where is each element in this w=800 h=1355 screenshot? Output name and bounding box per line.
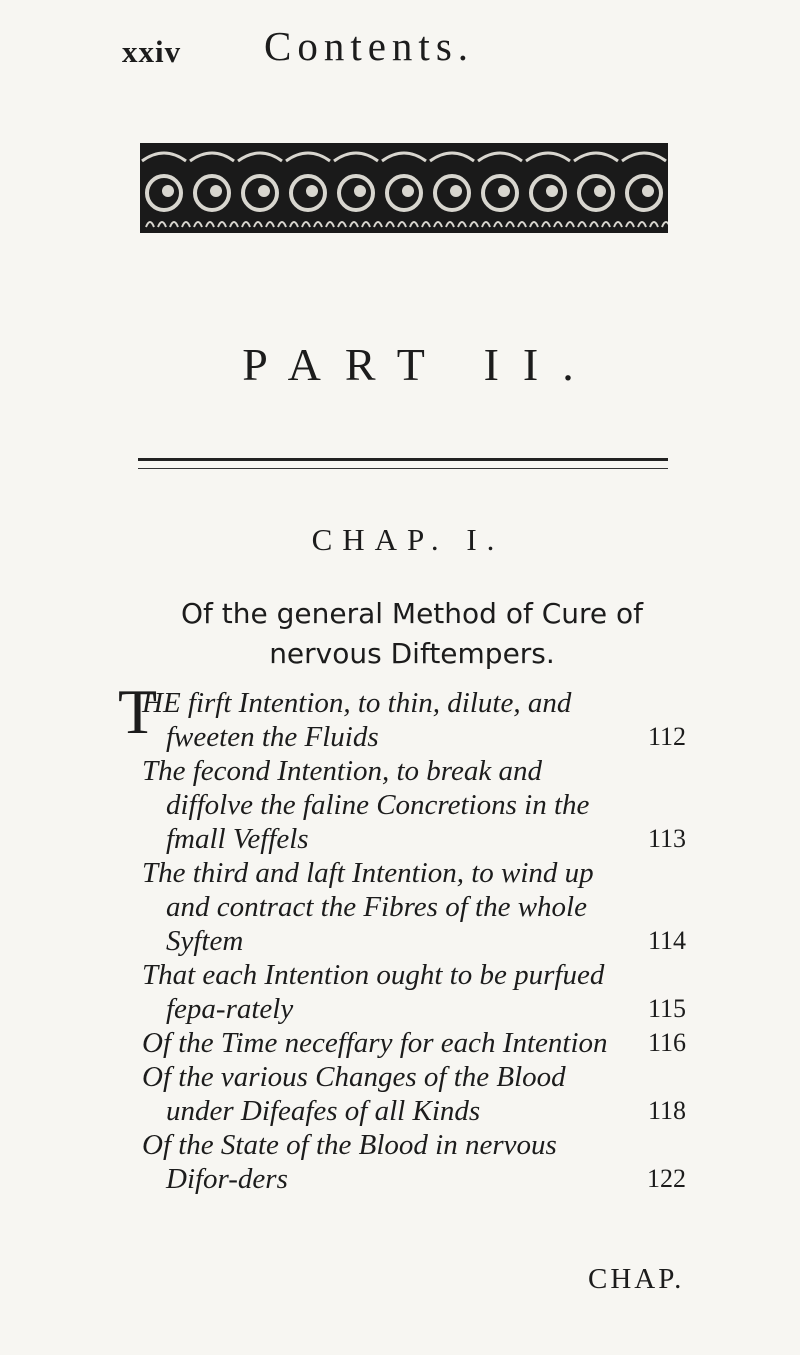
chapter-subtitle: Of the general Method of Cure of nervous Diftempers. xyxy=(180,597,644,670)
entry-page-number: 114 xyxy=(647,926,686,955)
contents-entry xyxy=(142,958,686,1026)
catchword: CHAP. xyxy=(588,1263,685,1295)
entry-page-number: 112 xyxy=(647,722,686,751)
entry-page-number: 115 xyxy=(647,994,686,1023)
entry-text: Of the Time neceffary for each Intention xyxy=(142,1027,608,1059)
part-title: PART II. xyxy=(242,339,598,390)
entry-text: Of the State of the Blood in nervous Difor-ders xyxy=(142,1129,557,1195)
contents-entry xyxy=(118,676,686,754)
page-number: xxiv xyxy=(122,34,182,69)
contents-entry xyxy=(142,1060,686,1128)
contents-list xyxy=(118,676,686,1196)
printers-ornament-icon xyxy=(140,143,668,233)
contents-entry xyxy=(142,1026,686,1060)
running-title: Contents. xyxy=(264,23,475,69)
contents-entry xyxy=(142,1128,686,1196)
double-rule xyxy=(138,458,668,469)
entry-page-number: 122 xyxy=(647,1164,686,1193)
entry-page-number: 113 xyxy=(647,824,686,853)
running-head xyxy=(122,22,682,72)
entry-text: That each Intention ought to be purfued fepa-rately xyxy=(142,959,605,1025)
entry-text: The third and laft Intention, to wind up and contract the Fibres of the whole Syftem xyxy=(142,857,594,957)
entry-text: The fecond Intention, to break and diffolve the faline Concretions in the fmall Veffels xyxy=(142,755,590,855)
entry-page-number: 118 xyxy=(647,1096,686,1125)
entry-page-number: 116 xyxy=(647,1028,686,1057)
chapter-title: CHAP. I. xyxy=(311,522,505,557)
entry-text: Of the various Changes of the Blood under Difeafes of all Kinds xyxy=(142,1061,566,1127)
contents-entry xyxy=(142,856,686,958)
contents-entry xyxy=(142,754,686,856)
entry-text: T HE firft Intention, to thin, dilute, and fweeten the Fluids xyxy=(118,676,572,753)
drop-cap: T xyxy=(118,676,158,747)
